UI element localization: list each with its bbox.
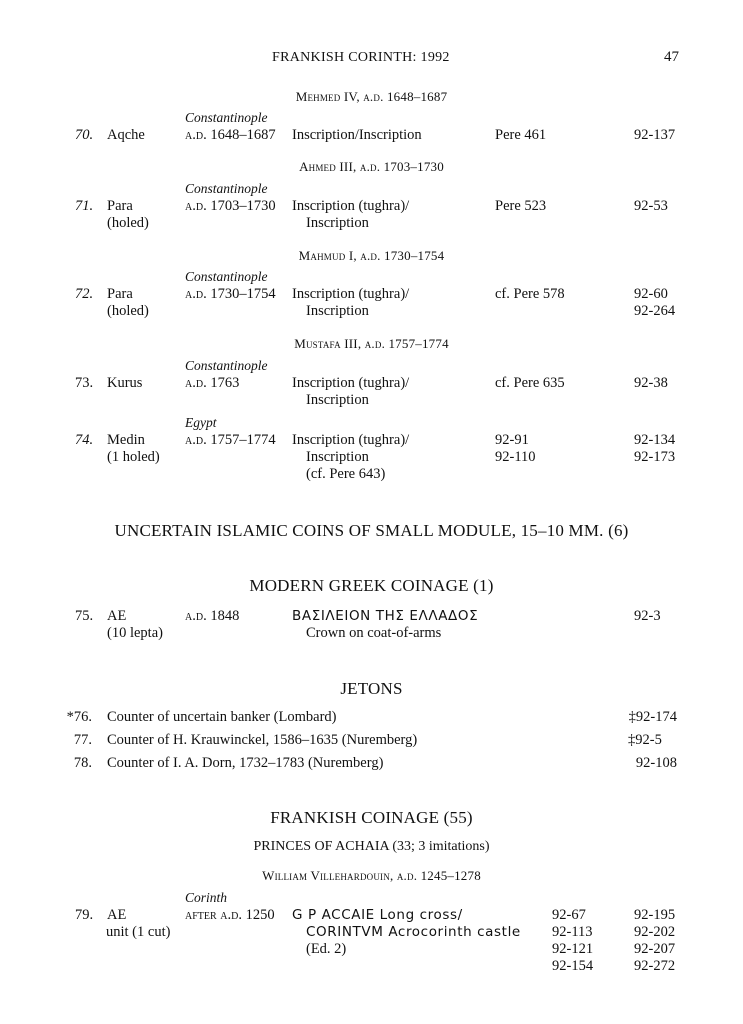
mint-label: Constantinople — [185, 110, 268, 125]
section-heading-frankish: FRANKISH COINAGE (55) — [270, 808, 473, 827]
inventory-number: 92-60 — [634, 286, 668, 302]
section-heading-jetons: JETONS — [340, 679, 403, 698]
page-number: 47 — [664, 49, 679, 65]
type-line — [292, 924, 521, 941]
denomination-line: (holed) — [107, 303, 149, 319]
greek-legend: ΒΑΣΙΛΕΙΟΝ ΤΗΣ ΕΛΛΑΔΟΣ — [292, 608, 479, 624]
inventory-number: 92-264 — [634, 303, 676, 319]
date-range: a.d. 1730–1754 — [185, 286, 276, 302]
catalog-number: 78. — [73, 755, 92, 771]
inventory-number: 92-108 — [635, 755, 677, 771]
catalog-number: 75. — [75, 608, 94, 624]
type-line: Inscription (tughra)/ — [292, 375, 410, 391]
type-line: (Ed. 2) — [306, 941, 347, 957]
inventory-number: 92-134 — [634, 432, 676, 448]
type-description — [292, 286, 409, 320]
inventory-numbers — [552, 907, 593, 975]
date-range: a.d. 1763 — [185, 375, 240, 391]
legend-text: G P ACCAIE Long cross/ — [292, 907, 463, 923]
type-line: Crown on coat-of-arms — [306, 625, 442, 641]
type-line: Inscription — [306, 392, 369, 408]
inventory-number: 92-173 — [634, 449, 676, 465]
inventory-number: 92-207 — [634, 941, 676, 957]
mint-label: Constantinople — [185, 358, 268, 373]
date-range: a.d. 1648–1687 — [185, 127, 276, 143]
date-range: after a.d. 1250 — [185, 907, 275, 923]
denomination-line: AE — [107, 907, 127, 923]
inventory-number: 92-113 — [552, 924, 593, 940]
running-title: FRANKISH CORINTH: 1992 — [272, 50, 450, 65]
denomination — [107, 907, 170, 941]
inventory-numbers — [634, 286, 675, 320]
date-range: a.d. 1848 — [185, 608, 240, 624]
inventory-number: 92-67 — [552, 907, 586, 923]
reference: 92-110 — [495, 449, 536, 465]
denomination — [107, 198, 149, 232]
type-line: Inscription — [306, 303, 369, 319]
type-description: Inscription/Inscription — [292, 127, 422, 143]
inventory-number: 92-121 — [552, 941, 594, 957]
catalog-number: *76. — [66, 709, 92, 725]
denomination: Kurus — [107, 375, 143, 391]
date-range: a.d. 1757–1774 — [185, 432, 276, 448]
jeton-description: Counter of I. A. Dorn, 1732–1783 (Nuremberg) — [107, 755, 384, 771]
inventory-number: 92-195 — [634, 907, 676, 923]
date-range: a.d. 1703–1730 — [185, 198, 276, 214]
legend-text: CORINTVM Acrocorinth castle — [306, 924, 521, 940]
reference: 92-91 — [495, 432, 529, 448]
type-description — [292, 432, 409, 483]
reference: cf. Pere 635 — [495, 375, 565, 391]
type-line: Inscription (tughra)/ — [292, 286, 410, 302]
references — [495, 432, 536, 466]
catalog-number: 79. — [75, 907, 94, 923]
mint-label: Egypt — [185, 415, 217, 430]
denomination: Aqche — [107, 127, 145, 143]
denomination-line: Para — [107, 286, 133, 302]
inventory-number: 92-38 — [634, 375, 668, 391]
type-line: Inscription — [306, 449, 369, 465]
mint-label: Corinth — [185, 890, 228, 905]
type-line — [292, 907, 521, 924]
mint-label: Constantinople — [185, 181, 268, 196]
inventory-number: 92-137 — [634, 127, 676, 143]
ruler-heading: Ahmed III, a.d. 1703–1730 — [299, 159, 444, 174]
inventory-number: 92-202 — [634, 924, 676, 940]
inventory-numbers — [634, 432, 675, 466]
type-description — [292, 198, 409, 232]
type-line: Inscription (tughra)/ — [292, 432, 410, 448]
mint-label: Constantinople — [185, 269, 268, 284]
section-heading-uncertain-islamic: UNCERTAIN ISLAMIC COINS OF SMALL MODULE, 15–10 MM. (6) — [114, 521, 629, 540]
type-description — [292, 907, 521, 958]
denomination-line: (1 holed) — [107, 449, 160, 465]
ruler-heading: Mehmed IV, a.d. 1648–1687 — [295, 89, 448, 104]
inventory-number: ‡92-5 — [628, 732, 662, 748]
denomination — [107, 608, 163, 642]
section-heading-modern-greek: MODERN GREEK COINAGE (1) — [249, 576, 494, 595]
ruler-heading: Mahmud I, a.d. 1730–1754 — [298, 248, 445, 263]
inventory-number: 92-272 — [634, 958, 676, 974]
reference: cf. Pere 578 — [495, 286, 565, 302]
inventory-number: 92-3 — [634, 608, 661, 624]
ruler-heading: Mustafa III, a.d. 1757–1774 — [294, 336, 449, 351]
denomination-line: (holed) — [107, 215, 149, 231]
type-line: Inscription (tughra)/ — [292, 198, 410, 214]
subsection-heading: PRINCES OF ACHAIA (33; 3 imitations) — [253, 839, 490, 854]
jeton-description: Counter of H. Krauwinckel, 1586–1635 (Nuremberg) — [107, 732, 418, 748]
denomination-line: Para — [107, 198, 133, 214]
denomination — [107, 286, 149, 320]
jeton-description: Counter of uncertain banker (Lombard) — [107, 709, 337, 725]
inventory-number: ‡92-174 — [628, 709, 677, 725]
denomination — [107, 432, 160, 466]
reference: Pere 461 — [495, 127, 547, 143]
type-line: (cf. Pere 643) — [306, 466, 386, 482]
reference: Pere 523 — [495, 198, 547, 214]
type-line: Inscription — [306, 215, 369, 231]
catalog-number: 71. — [75, 198, 94, 214]
denomination-line: (10 lepta) — [107, 625, 163, 641]
catalog-number: 74. — [75, 432, 94, 448]
inventory-number: 92-154 — [552, 958, 594, 974]
inventory-numbers — [634, 907, 675, 975]
denomination-line: AE — [107, 608, 127, 624]
inventory-number: 92-53 — [634, 198, 668, 214]
catalog-number: 73. — [75, 375, 94, 391]
catalog-number: 77. — [73, 732, 92, 748]
denomination-line: unit (1 cut) — [106, 924, 171, 940]
type-description — [292, 375, 409, 409]
catalog-number: 72. — [75, 286, 94, 302]
denomination-line: Medin — [107, 432, 145, 448]
type-description — [292, 608, 478, 642]
ruler-heading: William Villehardouin, a.d. 1245–1278 — [262, 868, 481, 883]
catalog-number: 70. — [75, 127, 94, 143]
